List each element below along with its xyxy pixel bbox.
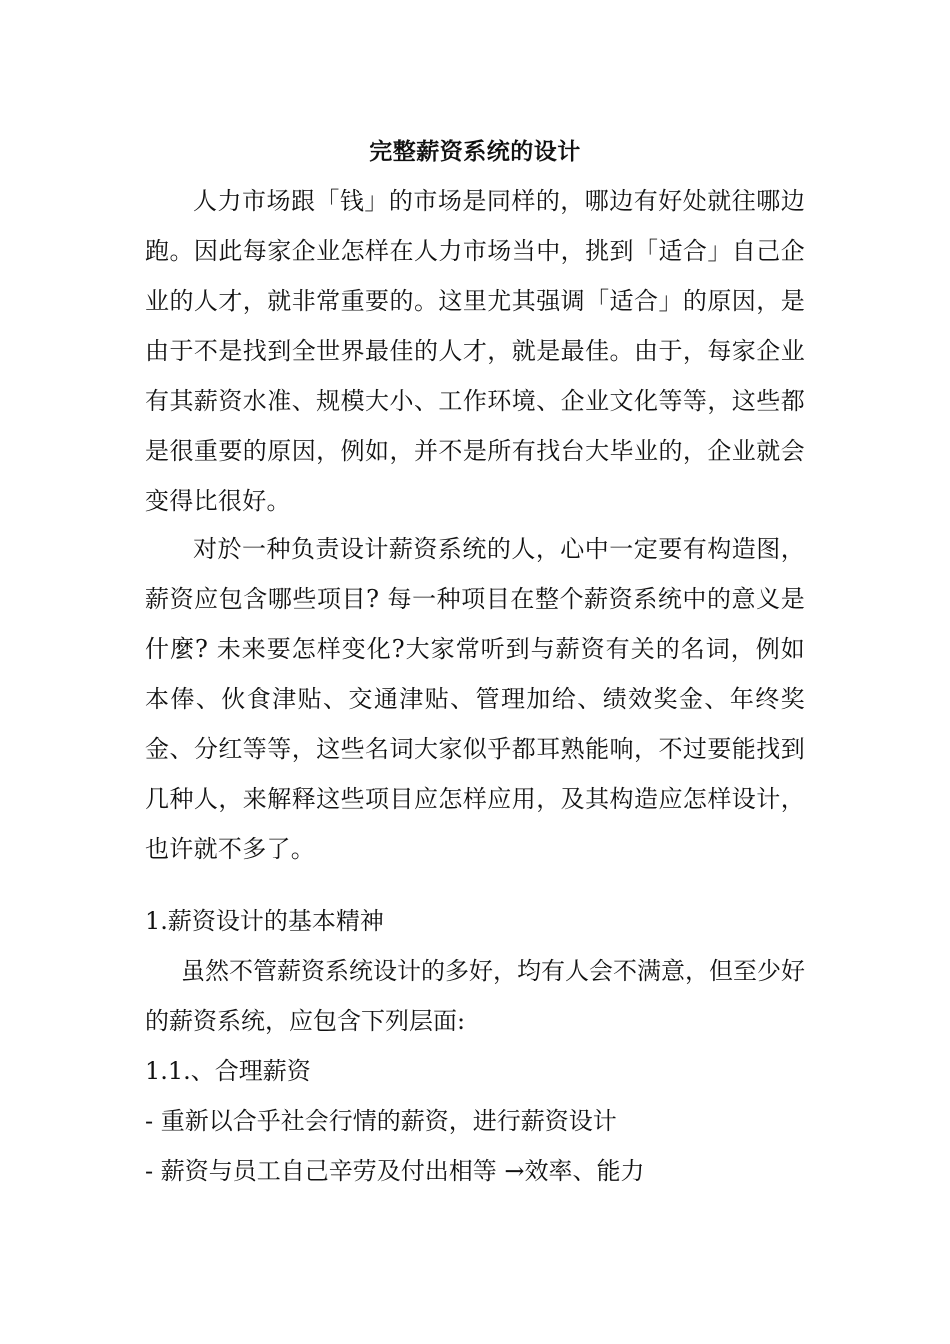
bullet-item: - 重新以合乎社会行情的薪资，进行薪资设计 — [145, 1107, 617, 1135]
bullet-item: - 薪资与员工自己辛劳及付出相等 →效率、能力 — [145, 1157, 645, 1185]
body-paragraph-2: 对於一种负责设计薪资系统的人，心中一定要有构造图，薪资应包含哪些项目? 每一种项目在整个薪资系统中的意义是什麼? 未来要怎样变化?大家常听到与薪资有关的名词，例如本俸、伙食津贴、交通津贴、管理加给、绩效奖金、年终奖金、分红等等，这些名词大家似乎都耳熟能响，不过要能找到几种人，来解释这些项目应怎样应用，及其构造应怎样设计，也许就不多了。 — [145, 535, 805, 863]
section-paragraph: 虽然不管薪资系统设计的多好，均有人会不满意，但至少好的薪资系统，应包含下列层面: — [145, 957, 805, 1035]
subsection-heading: 1.1.、合理薪资 — [145, 1057, 311, 1085]
body-paragraph-1: 人力市场跟「钱」的市场是同样的，哪边有好处就往哪边跑。因此每家企业怎样在人力市场当中，挑到「适合」自己企业的人才，就非常重要的。这里尤其强调「适合」的原因，是由于不是找到全世界最佳的人才，就是最佳。由于，每家企业有其薪资水准、规模大小、工作环境、企业文化等等，这些都是很重要的原因，例如，并不是所有找台大毕业的，企业就会变得比很好。 — [145, 187, 805, 515]
section-heading: 1.薪资设计的基本精神 — [145, 907, 384, 935]
document-title: 完整薪资系统的设计 — [369, 138, 581, 165]
